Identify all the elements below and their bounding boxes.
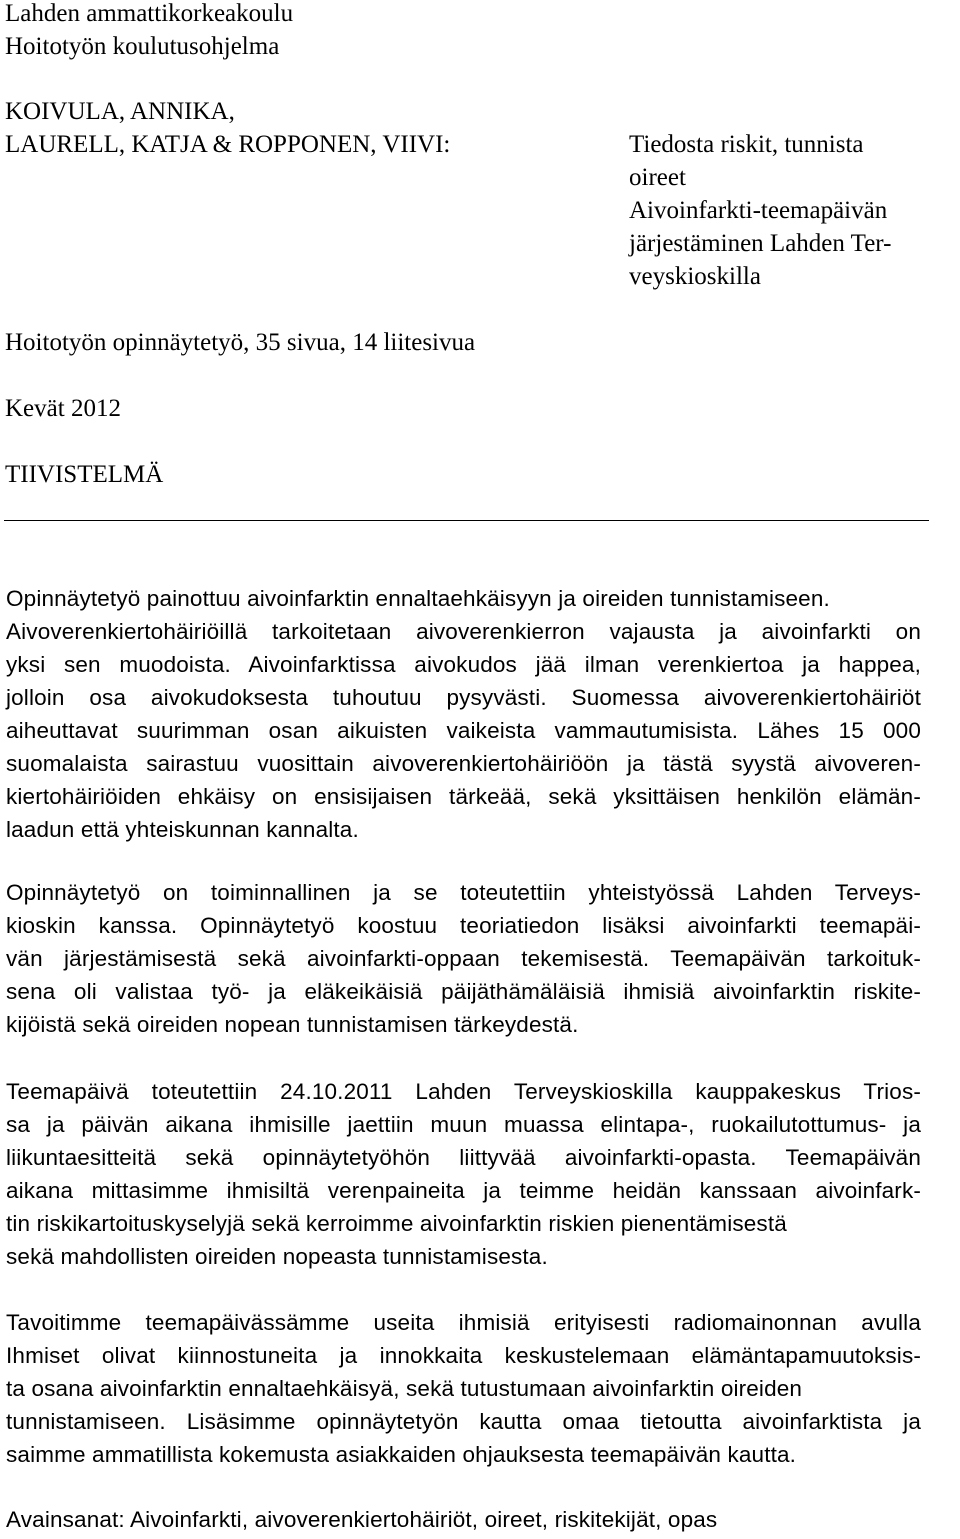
horizontal-divider xyxy=(4,520,929,521)
text-line: Tavoitimme teemapäivässämme useita ihmisiä erityisesti radiomainonnan avulla xyxy=(6,1310,921,1335)
title-line: oireet xyxy=(629,164,686,191)
programme-name: Hoitotyön koulutusohjelma xyxy=(5,33,280,60)
institution-name: Lahden ammattikorkeakoulu xyxy=(5,0,294,27)
text-line: tin riskikartoituskyselyjä sekä kerroimme aivoinfarktin riskien pienentämisestä xyxy=(6,1211,787,1236)
text-line: vän järjestämisestä sekä aivoinfarkti-oppaan tekemisestä. Teemapäivän tarkoituk- xyxy=(6,946,921,971)
title-line: veyskioskilla xyxy=(629,263,761,290)
author-block xyxy=(5,95,450,161)
abstract-paragraph-3 xyxy=(6,1075,921,1273)
text-line: aikana mittasimme ihmisiltä verenpaineita ja teimme heidän kanssaan aivoinfark- xyxy=(6,1178,921,1203)
text-line: aiheuttavat suurimman osan aikuisten vaikeista vammautumisista. Lähes 15 000 xyxy=(6,718,921,743)
text-line: Opinnäytetyö on toiminnallinen ja se toteutettiin yhteistyössä Lahden Terveys- xyxy=(6,880,921,905)
text-line: kiertohäiriöiden ehkäisy on ensisijaisen tärkeää, sekä yksittäisen henkilön elämän- xyxy=(6,784,921,809)
institution-header xyxy=(5,0,293,63)
text-line: kioskin kanssa. Opinnäytetyö koostuu teoriatiedon lisäksi aivoinfarkti teemapäi- xyxy=(6,913,921,938)
thesis-title xyxy=(629,128,891,293)
keywords: Avainsanat: Aivoinfarkti, aivoverenkiertohäiriöt, oireet, riskitekijät, opas xyxy=(6,1507,718,1532)
title-line: järjestäminen Lahden Ter- xyxy=(629,230,892,257)
text-line: Aivoverenkiertohäiriöillä tarkoitetaan aivoverenkierron vajausta ja aivoinfarkti on xyxy=(6,619,921,644)
text-line: tunnistamiseen. Lisäsimme opinnäytetyön kautta omaa tietoutta aivoinfarktista ja xyxy=(6,1409,921,1434)
abstract-paragraph-4 xyxy=(6,1306,921,1471)
text-line: sena oli valistaa työ- ja eläkeikäisiä päijäthämäläisiä ihmisiä aivoinfarktin riskite- xyxy=(6,979,921,1004)
text-line: sekä mahdollisten oireiden nopeasta tunnistamisesta. xyxy=(6,1244,548,1269)
text-line: liikuntaesitteitä sekä opinnäytetyöhön liittyvää aivoinfarkti-opasta. Teemapäivän xyxy=(6,1145,921,1170)
text-line: jolloin osa aivokudoksesta tuhoutuu pysyvästi. Suomessa aivoverenkiertohäiriöt xyxy=(6,685,921,710)
title-line: Aivoinfarkti-teemapäivän xyxy=(629,197,888,224)
abstract-paragraph-2 xyxy=(6,876,921,1041)
text-line: Teemapäivä toteutettiin 24.10.2011 Lahden Terveyskioskilla kauppakeskus Trios- xyxy=(6,1079,921,1104)
authors-line-1: KOIVULA, ANNIKA, xyxy=(5,98,235,125)
abstract-heading: TIIVISTELMÄ xyxy=(5,461,164,488)
authors-line-2: LAURELL, KATJA & ROPPONEN, VIIVI: xyxy=(5,131,451,158)
text-line: Opinnäytetyö painottuu aivoinfarktin ennaltaehkäisyyn ja oireiden tunnistamiseen. xyxy=(6,586,830,611)
text-line: Ihmiset olivat kiinnostuneita ja innokkaita keskustelemaan elämäntapamuutoksis- xyxy=(6,1343,921,1368)
text-line: yksi sen muodoista. Aivoinfarktissa aivokudos jää ilman verenkiertoa ja happea, xyxy=(6,652,921,677)
text-line: kijöistä sekä oireiden nopean tunnistamisen tärkeydestä. xyxy=(6,1012,579,1037)
text-line: suomalaista sairastuu vuosittain aivoverenkiertohäiriöön ja tästä syystä aivoveren- xyxy=(6,751,921,776)
text-line: sa ja päivän aikana ihmisille jaettiin muun muassa elintapa-, ruokailutottumus- ja xyxy=(6,1112,921,1137)
thesis-info: Hoitotyön opinnäytetyö, 35 sivua, 14 liitesivua xyxy=(5,329,476,356)
text-line: laadun että yhteiskunnan kannalta. xyxy=(6,817,359,842)
abstract-paragraph-1 xyxy=(6,582,921,846)
term: Kevät 2012 xyxy=(5,395,121,422)
text-line: ta osana aivoinfarktin ennaltaehkäisyä, sekä tutustumaan aivoinfarktin oireiden xyxy=(6,1376,803,1401)
title-line: Tiedosta riskit, tunnista xyxy=(629,131,864,158)
text-line: saimme ammatillista kokemusta asiakkaiden ohjauksesta teemapäivän kautta. xyxy=(6,1442,797,1467)
